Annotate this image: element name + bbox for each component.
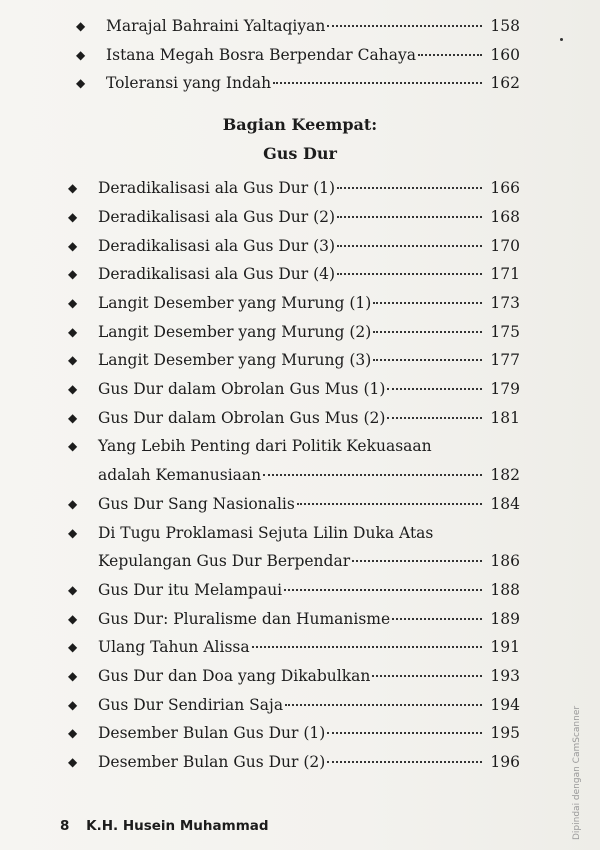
toc-entry-title: Deradikalisasi ala Gus Dur (2) [98,207,336,226]
dot-leader [352,560,482,562]
toc-entry [60,232,520,261]
dot-leader [337,273,482,275]
toc-entry [60,203,520,232]
dot-leader [252,646,482,648]
section-heading [60,110,530,168]
toc-entry-page: 188 [490,580,520,599]
toc-entry-title: Langit Desember yang Murung (1) [98,293,372,312]
dot-leader [327,732,482,734]
toc-entry-title: Gus Dur: Pluralisme dan Humanisme [98,609,391,628]
toc-entry-title: Deradikalisasi ala Gus Dur (4) [98,265,336,284]
toc-entry [60,289,520,318]
diamond-bullet-icon: ◆ [68,755,78,770]
diamond-bullet-icon: ◆ [76,19,86,33]
diamond-bullet-icon: ◆ [68,382,78,397]
diamond-bullet-icon: ◆ [68,353,78,368]
toc-entry-page: 182 [490,466,520,485]
dot-leader [372,675,482,677]
toc-entry-title: adalah Kemanusiaan [98,466,262,485]
toc-entry [60,691,520,720]
toc-entry-title: Deradikalisasi ala Gus Dur (3) [98,236,336,255]
toc-entry [60,490,520,519]
toc-entry-page: 184 [490,494,520,513]
toc-entry [60,174,520,203]
toc-entry-title-line1: Di Tugu Proklamasi Sejuta Lilin Duka Atas [98,523,434,542]
diamond-bullet-icon: ◆ [68,726,78,741]
toc-entry-title: Toleransi yang Indah [106,74,272,93]
toc-entry [60,432,520,489]
toc-entry-page: 175 [490,322,520,341]
toc-entry-page: 195 [490,724,520,743]
diamond-bullet-icon: ◆ [68,410,78,425]
diamond-bullet-icon: ◆ [68,238,78,253]
dot-leader [373,302,482,304]
toc-entry [60,576,520,605]
toc-entry-page: 186 [490,552,520,571]
toc-list-top [60,12,520,98]
toc-entry [60,346,520,375]
page-footer [60,818,269,834]
toc-entry-title: Gus Dur Sendirian Saja [98,695,284,714]
dot-leader [373,331,482,333]
diamond-bullet-icon: ◆ [68,439,78,454]
toc-entry-title: Marajal Bahraini Yaltaqiyan [106,17,326,35]
toc-entry-title: Langit Desember yang Murung (3) [98,351,372,370]
toc-entry-page: 158 [490,17,520,35]
toc-entry-page: 168 [490,207,520,226]
toc-entry [60,519,520,576]
dot-leader [285,704,482,706]
toc-entry [60,41,520,70]
diamond-bullet-icon: ◆ [68,209,78,224]
diamond-bullet-icon: ◆ [68,640,78,655]
toc-entry [60,318,520,347]
scanner-watermark: Dipindai dengan CamScanner [572,705,582,840]
toc-entry [60,375,520,404]
dot-leader [263,474,482,476]
page-number: 8 [60,818,70,834]
toc-entry [60,748,520,777]
book-author: K.H. Husein Muhammad [86,818,269,834]
toc-entry-page: 196 [490,753,520,772]
toc-entry-title: Ulang Tahun Alissa [98,638,250,657]
toc-entry-title: Deradikalisasi ala Gus Dur (1) [98,179,336,198]
toc-entry-page: 160 [490,45,520,64]
diamond-bullet-icon: ◆ [76,47,86,62]
toc-entry [60,260,520,289]
diamond-bullet-icon: ◆ [68,611,78,626]
dot-leader [297,503,482,505]
toc-entry-title: Gus Dur dalam Obrolan Gus Mus (1) [98,380,386,399]
toc-entry-title: Istana Megah Bosra Berpendar Cahaya [106,45,416,64]
toc-entry-page: 173 [490,293,520,312]
toc-entry-title: Gus Dur dan Doa yang Dikabulkan [98,667,371,686]
dot-leader [373,359,482,361]
toc-entry [60,719,520,748]
toc-entry-page: 166 [490,179,520,198]
dot-leader [387,388,482,390]
toc-entry-title: Kepulangan Gus Dur Berpendar [98,552,351,571]
toc-entry [60,12,520,41]
dot-leader [337,245,482,247]
diamond-bullet-icon: ◆ [76,76,86,91]
dot-leader [418,54,482,56]
toc-entry-page: 181 [490,408,520,427]
toc-entry [60,404,520,433]
diamond-bullet-icon: ◆ [68,324,78,339]
toc-entry [60,633,520,662]
table-of-contents [60,12,520,777]
toc-entry-title: Gus Dur itu Melampaui [98,580,283,599]
dot-leader [273,82,482,84]
diamond-bullet-icon: ◆ [68,181,78,196]
toc-entry-title: Gus Dur Sang Nasionalis [98,494,295,513]
dot-leader [327,25,482,27]
toc-entry-title: Desember Bulan Gus Dur (2) [98,753,326,772]
toc-entry-page: 194 [490,695,520,714]
dot-leader [337,216,482,218]
dot-leader [392,618,482,620]
section-title: Gus Dur [263,144,337,164]
toc-entry-page: 177 [490,351,520,370]
section-label: Bagian Keempat: [222,115,378,135]
toc-entry-title: Langit Desember yang Murung (2) [98,322,372,341]
toc-entry-page: 191 [490,638,520,657]
diamond-bullet-icon: ◆ [68,669,78,684]
dot-leader [337,187,482,189]
diamond-bullet-icon: ◆ [68,525,78,540]
toc-entry-title: Gus Dur dalam Obrolan Gus Mus (2) [98,408,386,427]
toc-entry-page: 170 [490,236,520,255]
toc-list-main [60,174,520,777]
toc-entry [60,662,520,691]
toc-entry-title-line1: Yang Lebih Penting dari Politik Kekuasaan [98,437,432,456]
toc-entry-page: 189 [490,609,520,628]
diamond-bullet-icon: ◆ [68,697,78,712]
diamond-bullet-icon: ◆ [68,582,78,597]
toc-entry-page: 179 [490,380,520,399]
dot-leader [327,761,482,763]
diamond-bullet-icon: ◆ [68,267,78,282]
toc-entry-page: 193 [490,667,520,686]
diamond-bullet-icon: ◆ [68,496,78,511]
dot-leader [387,417,482,419]
toc-entry [60,605,520,634]
diamond-bullet-icon: ◆ [68,295,78,310]
toc-entry [60,69,520,98]
ink-speck [560,38,563,41]
toc-entry-page: 162 [490,74,520,93]
toc-entry-title: Desember Bulan Gus Dur (1) [98,724,326,743]
toc-entry-page: 171 [490,265,520,284]
dot-leader [284,589,482,591]
